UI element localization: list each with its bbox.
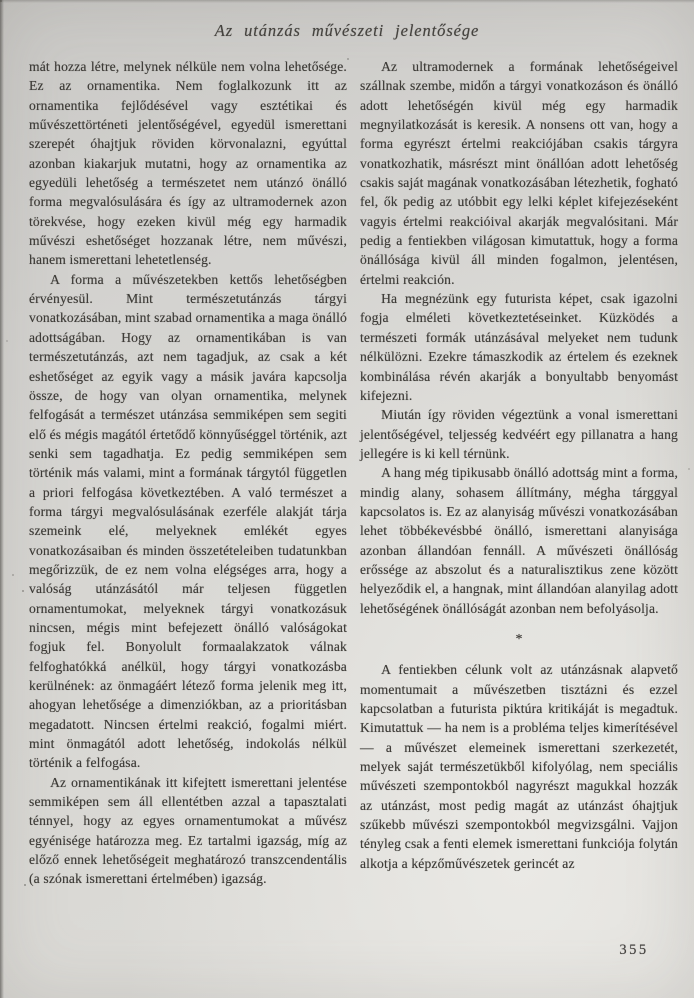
running-head-title: Az utánzás művészeti jelentősége — [214, 21, 480, 40]
scan-edge-shadow-left — [0, 0, 4, 998]
paragraph: mát hozza létre, melynek nélküle nem volna lehetősége. Ez az ornamentika. Nem foglalkozunk itt az ornamentika fejlődésével vagy esztétikai és művészettörténeti jelentőségével, egyedül ismerettani szerepét óhajtjuk röviden körvonalazni, egyúttal azonban kiakarjuk mutatni, hogy az ornamentika az egyedüli lehetőség a természetet nem utánzó önálló forma megvalósulására és így az ultramodernek azon törekvése, hogy ezeken kivül még egy harmadik művészi eshetőséget hozzanak létre, nem művészi, hanem ismerettani lehetetlenség. — [29, 59, 347, 268]
paragraph: Miután így röviden végeztünk a vonal ismerettani jelentőségével, teljesség kedvéért egy pillanatra a hang jellegére is ki kell térnünk. — [360, 407, 678, 461]
paragraph: A fentiekben célunk volt az utánzásnak alapvető momentumait a művészetben tisztázni és ezzel kapcsolatban a futurista piktúra kritikáját is megadtuk. Kimutattuk — ha nem is a probléma teljes kimerítésével — a művészet elemeinek ismerettani szerkezetét, melyek saját természetükből kifolyólag, nem speciális művészeti szempontokból nagyrészt magukkal hozzák az utánzást, most pedig magát az utánzást óhajtjuk szűkebb művészi szempontokból megvizsgálni. Vajjon tényleg csak a fenti elemek ismerettani funkciója folytán alkotja a képzőművészetek gerincét az — [360, 662, 678, 871]
scan-speckles — [0, 0, 2, 2]
text-columns — [29, 57, 678, 889]
paragraph: Az ornamentikának itt kifejtett ismerettani jelentése semmiképen sem áll ellentétben azzal a tapasztalati ténnyel, hogy az egyes ornamentumokat a művész egyénisége határozza meg. Ez tartalmi igazság, míg az előző ennek lehetőségeit meghatározó transzcendentális (a szónak ismerettani értelmében) igazság. — [29, 774, 347, 887]
left-column — [29, 57, 347, 889]
page-number: 355 — [619, 942, 649, 958]
paragraph: Az ultramodernek a formának lehetőségeivel szállnak szembe, midőn a tárgyi vonatkozáson és önálló adott lehetőségén kivül még egy harmadik megnyilatkozását is keresik. A nonsens ott van, hogy a forma egyrészt értelmi reakciójában csakis tárgyra vonatkozhatik, másrészt mint önállóan adott lehetőség csakis saját magának vonatkozásában létezhetik, fogható fel, ők pedig az utóbbit egy lelki képlet kifejezéseként vagyis értelmi reakcióival akarják megvalósitani. Már pedig a fentiekben világosan kimutattuk, hogy a forma önállósága kivül áll minden fogalmon, jelentésen, értelmi reakción. — [360, 59, 678, 287]
scan-edge-shadow-top — [0, 0, 694, 3]
paragraph: A forma a művészetekben kettős lehetőségben érvényesül. Mint természetutánzás tárgyi vonatkozásában, mint szabad ornamentika a maga önálló adottságában. Hogy az ornamentikában is van természetutánzás, azt nem tagadjuk, az csak a két eshetőséget az egyik vagy a másik javára kapcsolja össze, de hogy van olyan ornamentika, melynek felfogását a természet utánzása semmiképen sem segiti elő és mégis magától értetődő könnyűséggel történik, azt senki sem tagadhatja. Ez pedig semmiképen sem történik más valami, mint a formának tárgytól független a priori felfogása következtében. A való természet a forma tárgyi megvalósulásának ezerféle alakját tárja szemeink elé, melyeknek emlékét egyes vonatkozásaiban és minden összetételeiben tudatunkban megőrizzük, de ez nem volna elégséges arra, hogy a valóság utánzásától már teljesen független ornamentumokat, melyeknek tárgyi vonatkozásuk nincsen, mégis mint befejezett önálló valóságokat fogjuk fel. Bonyolult formaalakzatok válnak felfoghatókká anélkül, hogy tárgyi vonatkozásba kerülnének: az önmagáért létező forma jelenik meg itt, ahogyan lehetősége a dimenziókban, az a prioritásban megadatott. Nincsen értelmi reakció, fogalmi miért. mint önmagától adott lehetőség, indokolás nélkül történik a felfogása. — [29, 271, 347, 771]
section-separator: * — [515, 631, 523, 647]
paragraph: Ha megnézünk egy futurista képet, csak igazolni fogja elméleti következtetéseinket. Küzködés a természeti formák utánzásával melyeket nem tudunk nélkülözni. Ezekre támaszkodik az értelem és ezeknek kombinálása révén akarják a bonyultabb benyomást kifejezni. — [360, 291, 678, 403]
paragraph: A hang még tipikusabb önálló adottság mint a forma, mindig alany, sohasem állítmány, mégha tárggyal kapcsolatos is. Ez az alanyiság művészi vonatkozásában lehet többékevésbbé önálló, ismerettani alanyisága azonban állandóan fennáll. A művészeti önállóság erőssége az abszolut és a naturalisztikus zene között helyeződik el, a hangnak, mint állandóan alanyilag adott lehetőségének önállóságát azonban nem befolyásolja. — [360, 465, 678, 616]
right-column — [360, 57, 678, 889]
